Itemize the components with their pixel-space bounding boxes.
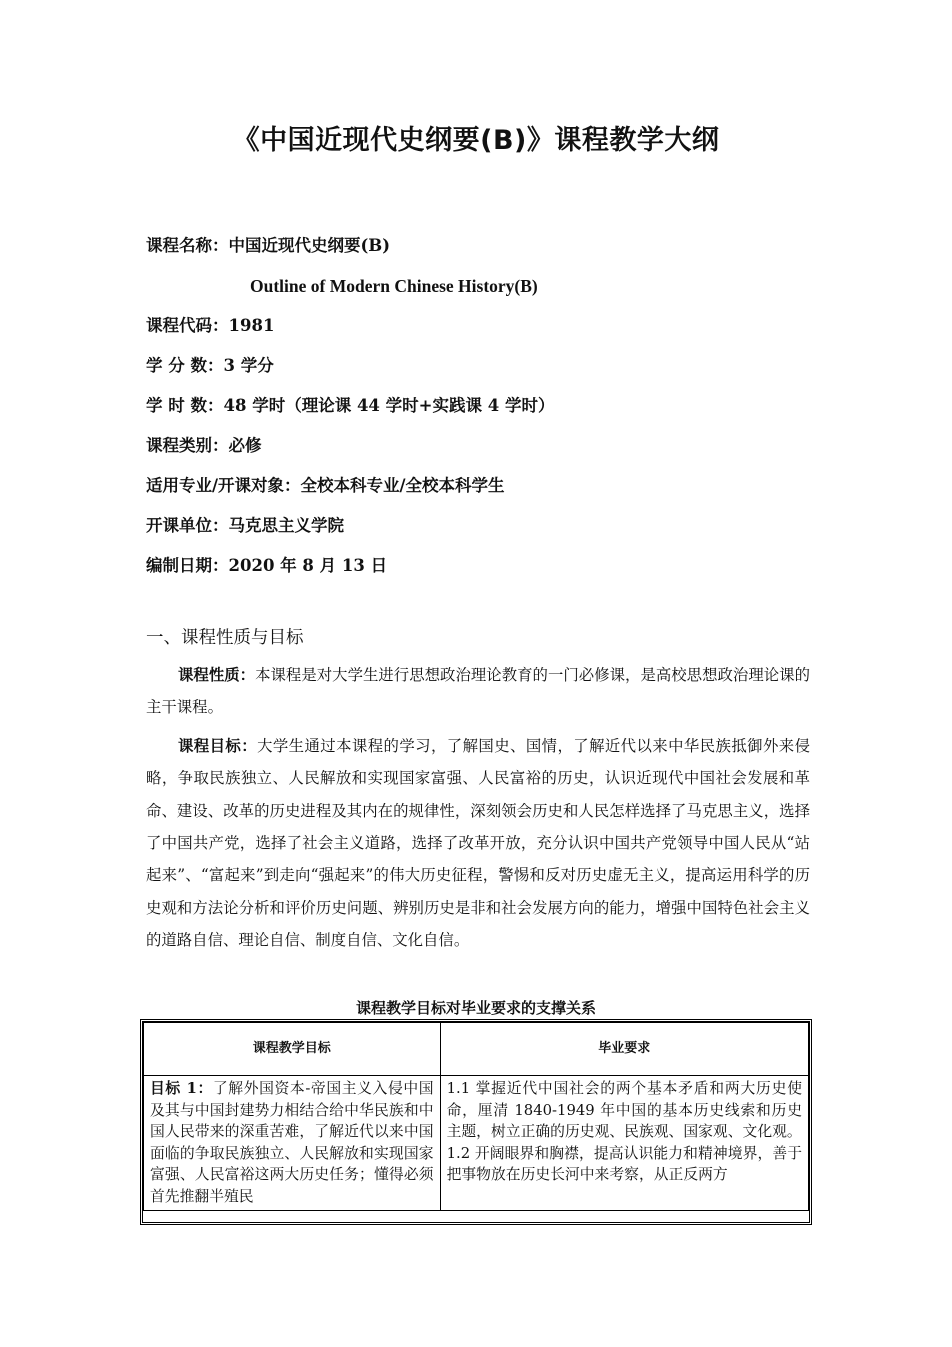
table-cell-requirement xyxy=(440,1076,808,1211)
course-code-label: 课程代码： xyxy=(146,316,229,335)
document-title: 《中国近现代史纲要(B)》课程教学大纲 xyxy=(232,125,720,156)
meta-unit xyxy=(146,506,826,546)
unit-value: 马克思主义学院 xyxy=(228,516,344,535)
course-goal-text: 大学生通过本课程的学习，了解国史、国情，了解近代以来中华民族抵御外来侵略，争取民族独立、人民解放和实现国家富强、人民富裕的历史，认识近现代中国社会发展和革命、建设、改革的历史进程及其内在的规律性，深刻领会历史和人民怎样选择了马克思主义，选择了中国共产党，选择了社会主义道路，选择了改革开放，充分认识中国共产党领导中国人民从“站起来”、“富起来”到走向“强起来”的伟大历史征程，警惕和反对历史虚无主义，提高运用科学的历史观和方法论分析和评价历史问题、辨别历史是非和社会发展方向的能力，增强中国特色社会主义的道路自信、理论自信、制度自信、文化自信。 xyxy=(146,736,810,950)
meta-hours xyxy=(146,386,826,426)
major-label: 适用专业/开课对象： xyxy=(146,476,301,495)
meta-course-name-en: Outline of Modern Chinese History(B) xyxy=(250,276,538,296)
meta-major xyxy=(146,466,826,506)
table-cell-goal xyxy=(144,1076,441,1211)
support-table xyxy=(140,1019,812,1225)
course-name-label: 课程名称： xyxy=(146,236,229,255)
course-goal-paragraph xyxy=(146,730,810,957)
table-caption: 课程教学目标对毕业要求的支撑关系 xyxy=(355,999,596,1017)
course-goal-label: 课程目标： xyxy=(178,736,258,755)
table-header-row xyxy=(144,1023,809,1076)
category-label: 课程类别： xyxy=(146,436,229,455)
meta-course-name xyxy=(146,226,826,266)
major-value: 全校本科专业/全校本科学生 xyxy=(300,476,505,495)
meta-date xyxy=(146,546,826,586)
credits-label: 学 分 数： xyxy=(146,356,224,375)
date-label: 编制日期： xyxy=(146,556,229,575)
table-header-requirement: 毕业要求 xyxy=(440,1023,808,1076)
meta-category xyxy=(146,426,826,466)
course-nature-paragraph xyxy=(146,659,810,724)
requirement-1-1: 1.1 掌握近代中国社会的两个基本矛盾和两大历史使命，厘清 1840-1949 年中国的基本历史线索和历史主题，树立正确的历史观、民族观、国家观、文化观。 xyxy=(446,1080,802,1141)
course-code-value: 1981 xyxy=(228,316,275,335)
course-meta xyxy=(146,226,826,586)
goal-1-text: 了解外国资本-帝国主义入侵中国及其与中国封建势力相结合给中华民族和中国人民带来的深重苦难，了解近代以来中国面临的争取民族独立、人民解放和实现国家富强、人民富裕这两大历史任务；懂得必须首先推翻半殖民 xyxy=(150,1080,434,1205)
unit-label: 开课单位： xyxy=(146,516,229,535)
hours-value: 48 学时（理论课 44 学时+实践课 4 学时） xyxy=(223,396,555,415)
date-value: 2020 年 8 月 13 日 xyxy=(228,556,388,575)
section-body xyxy=(146,659,810,957)
course-name-value: 中国近现代史纲要(B) xyxy=(228,236,391,255)
meta-course-code xyxy=(146,306,826,346)
requirement-1-2: 1.2 开阔眼界和胸襟，提高认识能力和精神境界，善于把事物放在历史长河中来考察，从正反两方 xyxy=(446,1144,802,1184)
credits-value: 3 学分 xyxy=(223,356,274,375)
table-row xyxy=(144,1076,809,1211)
course-nature-text: 本课程是对大学生进行思想政治理论教育的一门必修课，是高校思想政治理论课的主干课程。 xyxy=(146,666,810,717)
table-header-goal: 课程教学目标 xyxy=(144,1023,441,1076)
category-value: 必修 xyxy=(228,436,262,455)
section-heading: 一、课程性质与目标 xyxy=(146,628,304,648)
goal-1-label: 目标 1： xyxy=(150,1080,213,1097)
meta-credits xyxy=(146,346,826,386)
hours-label: 学 时 数： xyxy=(146,396,224,415)
course-nature-label: 课程性质： xyxy=(178,666,256,684)
